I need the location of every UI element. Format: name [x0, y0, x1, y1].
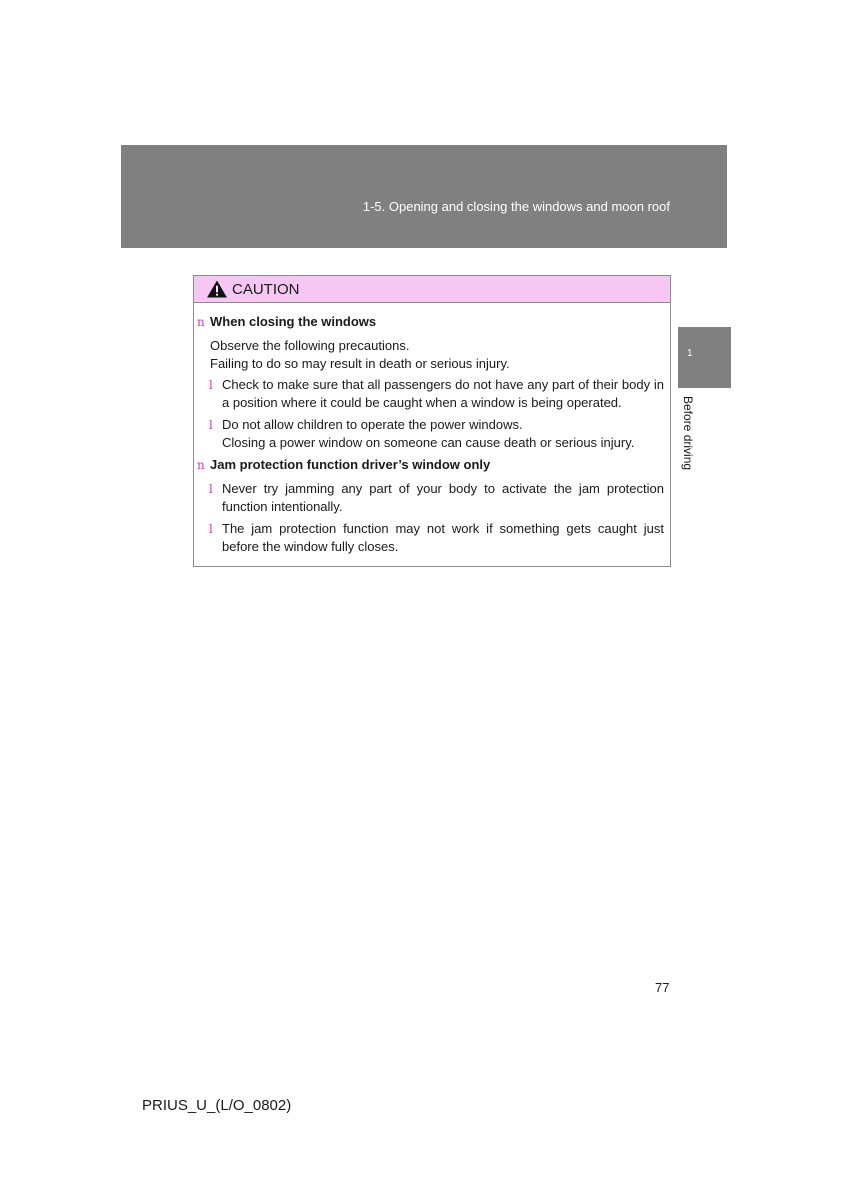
page-number: 77	[655, 980, 670, 995]
bullet-text: Never try jamming any part of your body to activate the jam protection function intentionally.	[222, 481, 664, 514]
section-title: 1-5. Opening and closing the windows and moon roof	[362, 199, 670, 214]
bullet-text: Closing a power window on someone can cause death or serious injury.	[222, 435, 635, 450]
document-id: PRIUS_U_(L/O_0802)	[142, 1097, 292, 1114]
chapter-number: 1	[687, 348, 693, 359]
bullet-marker: l	[209, 482, 213, 496]
bullet-text: The jam protection function may not work if something gets caught just before the window fully closes.	[222, 521, 664, 554]
chapter-header-band	[121, 145, 727, 248]
caution-box	[193, 275, 671, 567]
section-title-text: Jam protection function driver’s window only	[210, 457, 491, 472]
chapter-tab	[678, 327, 731, 388]
bullet-text: Do not allow children to operate the power windows.	[222, 417, 523, 432]
bullet-marker: l	[209, 378, 213, 392]
paragraph-line: Observe the following precautions.	[210, 338, 410, 353]
caution-content	[194, 313, 670, 560]
section-heading	[194, 456, 670, 474]
section-marker: n	[197, 458, 205, 472]
warning-triangle-icon	[206, 280, 228, 298]
bullet-item	[194, 480, 670, 516]
bullet-item	[194, 520, 670, 556]
bullet-marker: l	[209, 418, 213, 432]
bullet-item	[194, 376, 670, 412]
paragraph	[194, 337, 670, 373]
bullet-marker: l	[209, 522, 213, 536]
section-title-text: When closing the windows	[210, 314, 377, 329]
chapter-label: Before driving	[681, 396, 695, 471]
paragraph-line: Failing to do so may result in death or serious injury.	[210, 356, 510, 371]
caution-header	[194, 276, 670, 303]
section-heading	[194, 313, 670, 331]
bullet-text: Check to make sure that all passengers do not have any part of their body in a position where it could be caught when a window is being operated.	[222, 377, 664, 410]
bullet-item	[194, 416, 670, 452]
section-marker: n	[197, 315, 205, 329]
caution-label: CAUTION	[232, 280, 300, 298]
